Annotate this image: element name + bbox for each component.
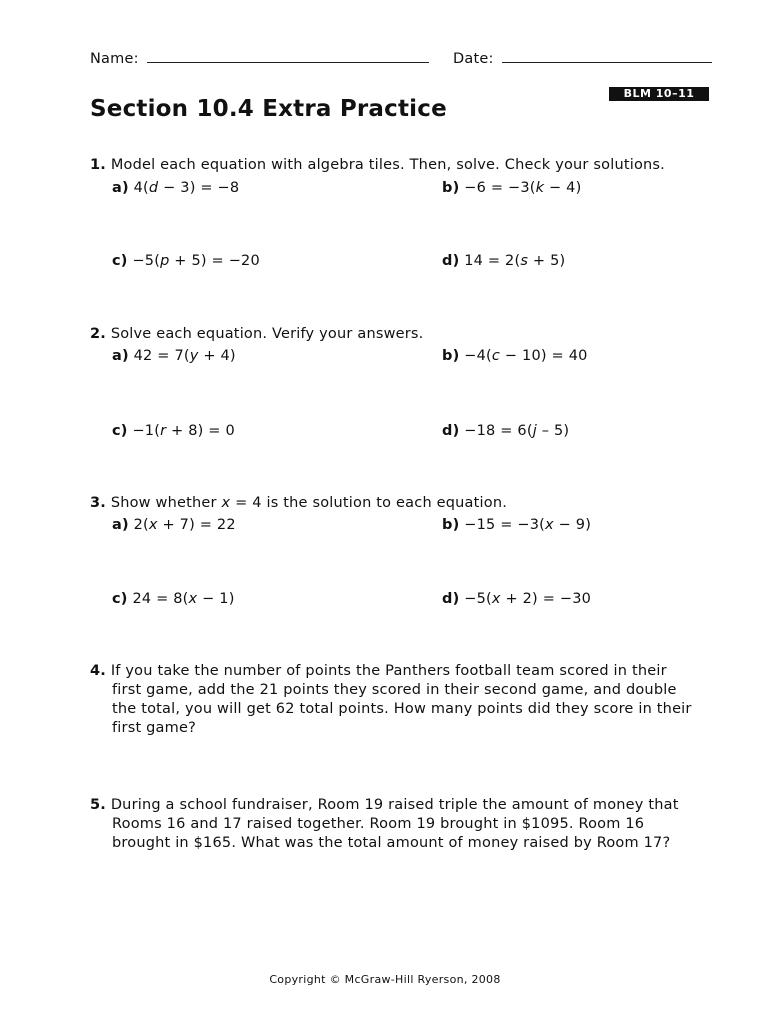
- equation-part: + 7) = 22: [157, 517, 236, 533]
- equation-part: −15 = −3(: [464, 517, 546, 533]
- question-1-prompt: [90, 156, 665, 175]
- equation-variable: p: [160, 253, 170, 269]
- equation-variable: c: [491, 348, 501, 364]
- equation-variable: x: [188, 591, 198, 607]
- question-text: Solve each equation. Verify your answers.: [110, 326, 424, 342]
- question-1b: [442, 179, 581, 198]
- equation-part: − 9): [553, 517, 592, 533]
- question-number: 3.: [90, 495, 106, 511]
- question-text: Model each equation with algebra tiles. Then, solve. Check your solutions.: [110, 157, 665, 173]
- part-label: d): [442, 423, 460, 439]
- question-number: 4.: [90, 663, 106, 679]
- question-line: first game, add the 21 points they scored in their second game, and double: [112, 682, 677, 698]
- equation-variable: k: [535, 180, 545, 196]
- question-1d: [442, 252, 565, 271]
- part-label: a): [112, 180, 129, 196]
- question-1c: [112, 252, 260, 271]
- equation-variable: r: [160, 423, 167, 439]
- equation-part: −18 = 6(: [464, 423, 533, 439]
- question-2a: [112, 347, 236, 366]
- question-2b: [442, 347, 588, 366]
- equation-part: −4(: [464, 348, 492, 364]
- copyright-footer: Copyright © McGraw-Hill Ryerson, 2008: [269, 973, 501, 986]
- question-3a: [112, 516, 236, 535]
- equation-variable: y: [189, 348, 199, 364]
- equation-part: −1(: [132, 423, 161, 439]
- question-3-prompt: [90, 494, 507, 513]
- equation-variable: x: [545, 517, 554, 533]
- question-line: the total, you will get 62 total points. How many points did they score in their: [112, 701, 692, 717]
- equation-part: − 4): [544, 180, 582, 196]
- question-3b: [442, 516, 591, 535]
- question-number: 5.: [90, 797, 106, 813]
- equation-variable: x: [491, 591, 501, 607]
- question-variable: x: [221, 495, 231, 511]
- part-label: b): [442, 180, 460, 196]
- equation-part: – 5): [536, 423, 570, 439]
- date-line[interactable]: [502, 50, 712, 63]
- question-2c: [112, 422, 235, 441]
- equation-part: 24 = 8(: [132, 591, 189, 607]
- part-label: c): [112, 253, 128, 269]
- question-number: 2.: [90, 326, 106, 342]
- equation-variable: d: [148, 180, 159, 196]
- part-label: b): [442, 517, 460, 533]
- question-3d: [442, 590, 591, 609]
- question-number: 1.: [90, 157, 106, 173]
- page-title: Section 10.4 Extra Practice: [90, 96, 447, 122]
- equation-part: −5(: [132, 253, 161, 269]
- part-label: a): [112, 348, 129, 364]
- equation-part: − 3) = −8: [158, 180, 240, 196]
- part-label: d): [442, 253, 460, 269]
- equation-part: 4(: [133, 180, 149, 196]
- question-line: Rooms 16 and 17 raised together. Room 19 brought in $1095. Room 16: [112, 816, 645, 832]
- question-2-prompt: [90, 325, 424, 344]
- part-label: a): [112, 517, 129, 533]
- equation-part: + 2) = −30: [500, 591, 592, 607]
- part-label: d): [442, 591, 460, 607]
- name-field[interactable]: [90, 50, 429, 67]
- equation-part: 2(: [133, 517, 149, 533]
- equation-part: −5(: [464, 591, 492, 607]
- equation-part: −6 = −3(: [464, 180, 536, 196]
- date-label: Date:: [453, 51, 494, 67]
- question-line: brought in $165. What was the total amount of money raised by Room 17?: [112, 835, 671, 851]
- date-field[interactable]: [453, 50, 712, 67]
- question-4: [90, 662, 700, 738]
- equation-variable: j: [532, 423, 537, 439]
- equation-variable: x: [148, 517, 158, 533]
- question-line: first game?: [112, 720, 196, 736]
- question-line: If you take the number of points the Panthers football team scored in their: [110, 663, 667, 679]
- name-label: Name:: [90, 51, 139, 67]
- equation-part: − 1): [197, 591, 235, 607]
- equation-part: 42 = 7(: [133, 348, 190, 364]
- part-label: c): [112, 423, 128, 439]
- equation-part: + 5): [528, 253, 566, 269]
- equation-part: 14 = 2(: [464, 253, 521, 269]
- part-label: b): [442, 348, 460, 364]
- equation-part: + 8) = 0: [166, 423, 235, 439]
- question-3c: [112, 590, 235, 609]
- question-line: During a school fundraiser, Room 19 raised triple the amount of money that: [110, 797, 679, 813]
- part-label: c): [112, 591, 128, 607]
- blm-badge: BLM 10–11: [609, 87, 709, 101]
- question-5: [90, 796, 700, 853]
- question-text: = 4 is the solution to each equation.: [230, 495, 508, 511]
- equation-variable: s: [520, 253, 529, 269]
- question-text: Show whether: [110, 495, 222, 511]
- name-line[interactable]: [147, 50, 429, 63]
- equation-part: + 5) = −20: [169, 253, 260, 269]
- question-1a: [112, 179, 239, 198]
- equation-part: − 10) = 40: [500, 348, 588, 364]
- equation-part: + 4): [198, 348, 236, 364]
- question-2d: [442, 422, 569, 441]
